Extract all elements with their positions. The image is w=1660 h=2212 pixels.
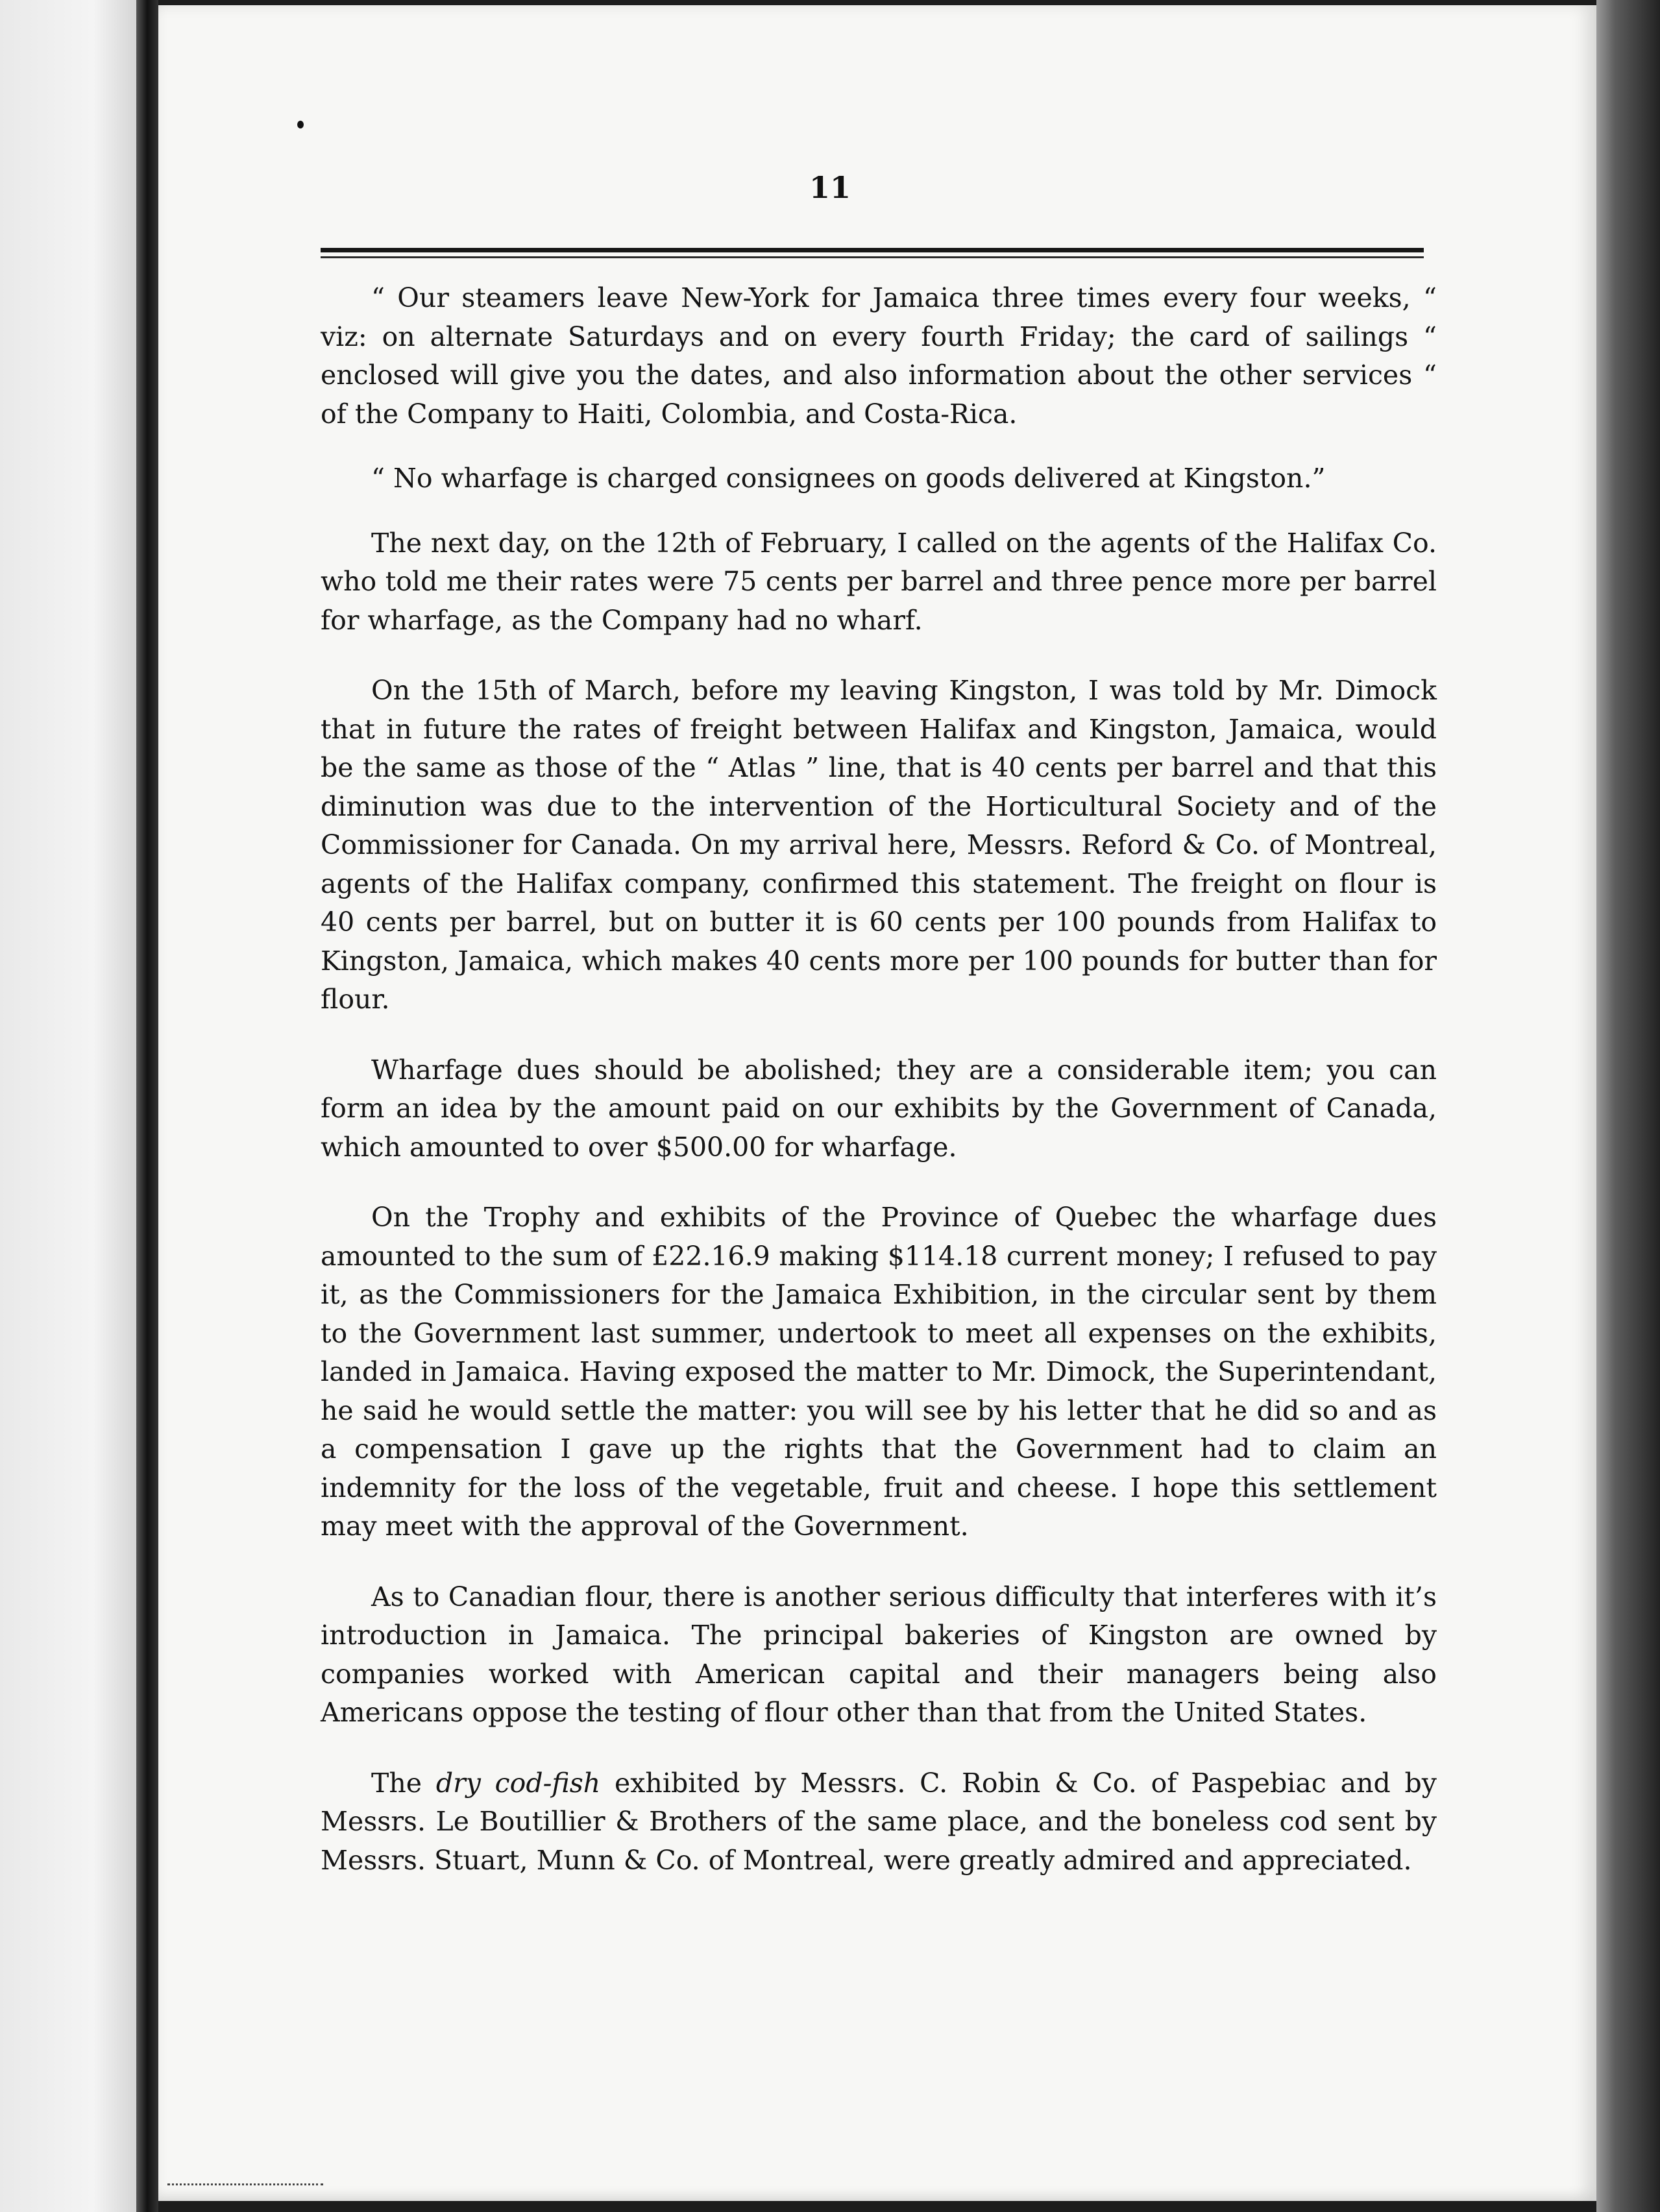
codfish-lead: The [371, 1767, 436, 1799]
paragraph-quote-wharfage: “ No wharfage is charged consignees on goods delivered at Kingston.” [371, 463, 1326, 494]
paragraph-quote-steamers: “ Our steamers leave New-York for Jamaica three times every four weeks, “ viz: on alternate Saturdays and on every fourth Friday; the card of sailings “ enclosed will give you the dates, and also information about the other services “ of the Company to Haiti, Colombia, and Costa-Rica. [321, 282, 1437, 430]
book-gutter [136, 0, 158, 2212]
page-body [321, 279, 1437, 1912]
paragraph-quebec-trophy: On the Trophy and exhibits of the Province of Quebec the wharfage dues amounted to the sum of £22.16.9 making $114.18 current money; I refused to pay it, as the Commissioners for the Jamaica Exhibition, in the circular sent by them to the Government last summer, undertook to meet all expenses on the exhibits, landed in Jamaica. Having exposed the matter to Mr. Dimock, the Superintendant, he said he would settle the matter: you will see by his letter that he did so and as a compensation I gave up the rights that the Government had to claim an indemnity for the loss of the vegetable, fruit and cheese. I hope this settlement may meet with the approval of the Government. [321, 1202, 1437, 1542]
codfish-rest: exhibited by Messrs. C. Robin & Co. of Paspebiac and by Messrs. Le Boutillier & Brothers of the same place, and the boneless cod sent by Messrs. Stuart, Munn & Co. of Montreal, were greatly admired and appreciated. [321, 1767, 1437, 1876]
page-right-edge-shadow [1596, 0, 1660, 2212]
page-number: 11 [809, 170, 851, 205]
paragraph-dry-codfish [321, 1764, 1437, 1880]
header-rule-thin [321, 256, 1424, 258]
header-rule-thick [321, 248, 1424, 252]
paragraph-canadian-flour: As to Canadian flour, there is another serious difficulty that interferes with it’s introduction in Jamaica. The principal bakeries of Kingston are owned by companies worked with American capital and their managers being also Americans oppose the testing of flour other than that from the United States. [321, 1581, 1437, 1728]
paragraph-halifax-rates: The next day, on the 12th of February, I called on the agents of the Halifax Co. who told me their rates were 75 cents per barrel and three pence more per barrel for wharfage, as the Company had no wharf. [321, 527, 1437, 636]
codfish-emphasis: dry cod-fish [435, 1767, 601, 1799]
ink-speck [297, 121, 304, 128]
paragraph-freight-reduction: On the 15th of March, before my leaving Kingston, I was told by Mr. Dimock that in future the rates of freight between Halifax and Kingston, Jamaica, would be the same as those of the “ Atlas ” line, that is 40 cents per barrel and that this diminution was due to the intervention of the Horticultural Society and of the Commissioner for Canada. On my arrival here, Messrs. Reford & Co. of Montreal, agents of the Halifax company, confirmed this statement. The freight on flour is 40 cents per barrel, but on butter it is 60 cents per 100 pounds from Halifax to Kingston, Jamaica, which makes 40 cents more per 100 pounds for butter than for flour. [321, 675, 1437, 1015]
paragraph-wharfage-dues: Wharfage dues should be abolished; they are a considerable item; you can form an idea by the amount paid on our exhibits by the Government of Canada, which amounted to over $500.00 for wharfage. [321, 1054, 1437, 1163]
header-rule [321, 248, 1424, 262]
facing-page-edge [0, 0, 156, 2212]
bottom-scan-mark [167, 2183, 323, 2192]
